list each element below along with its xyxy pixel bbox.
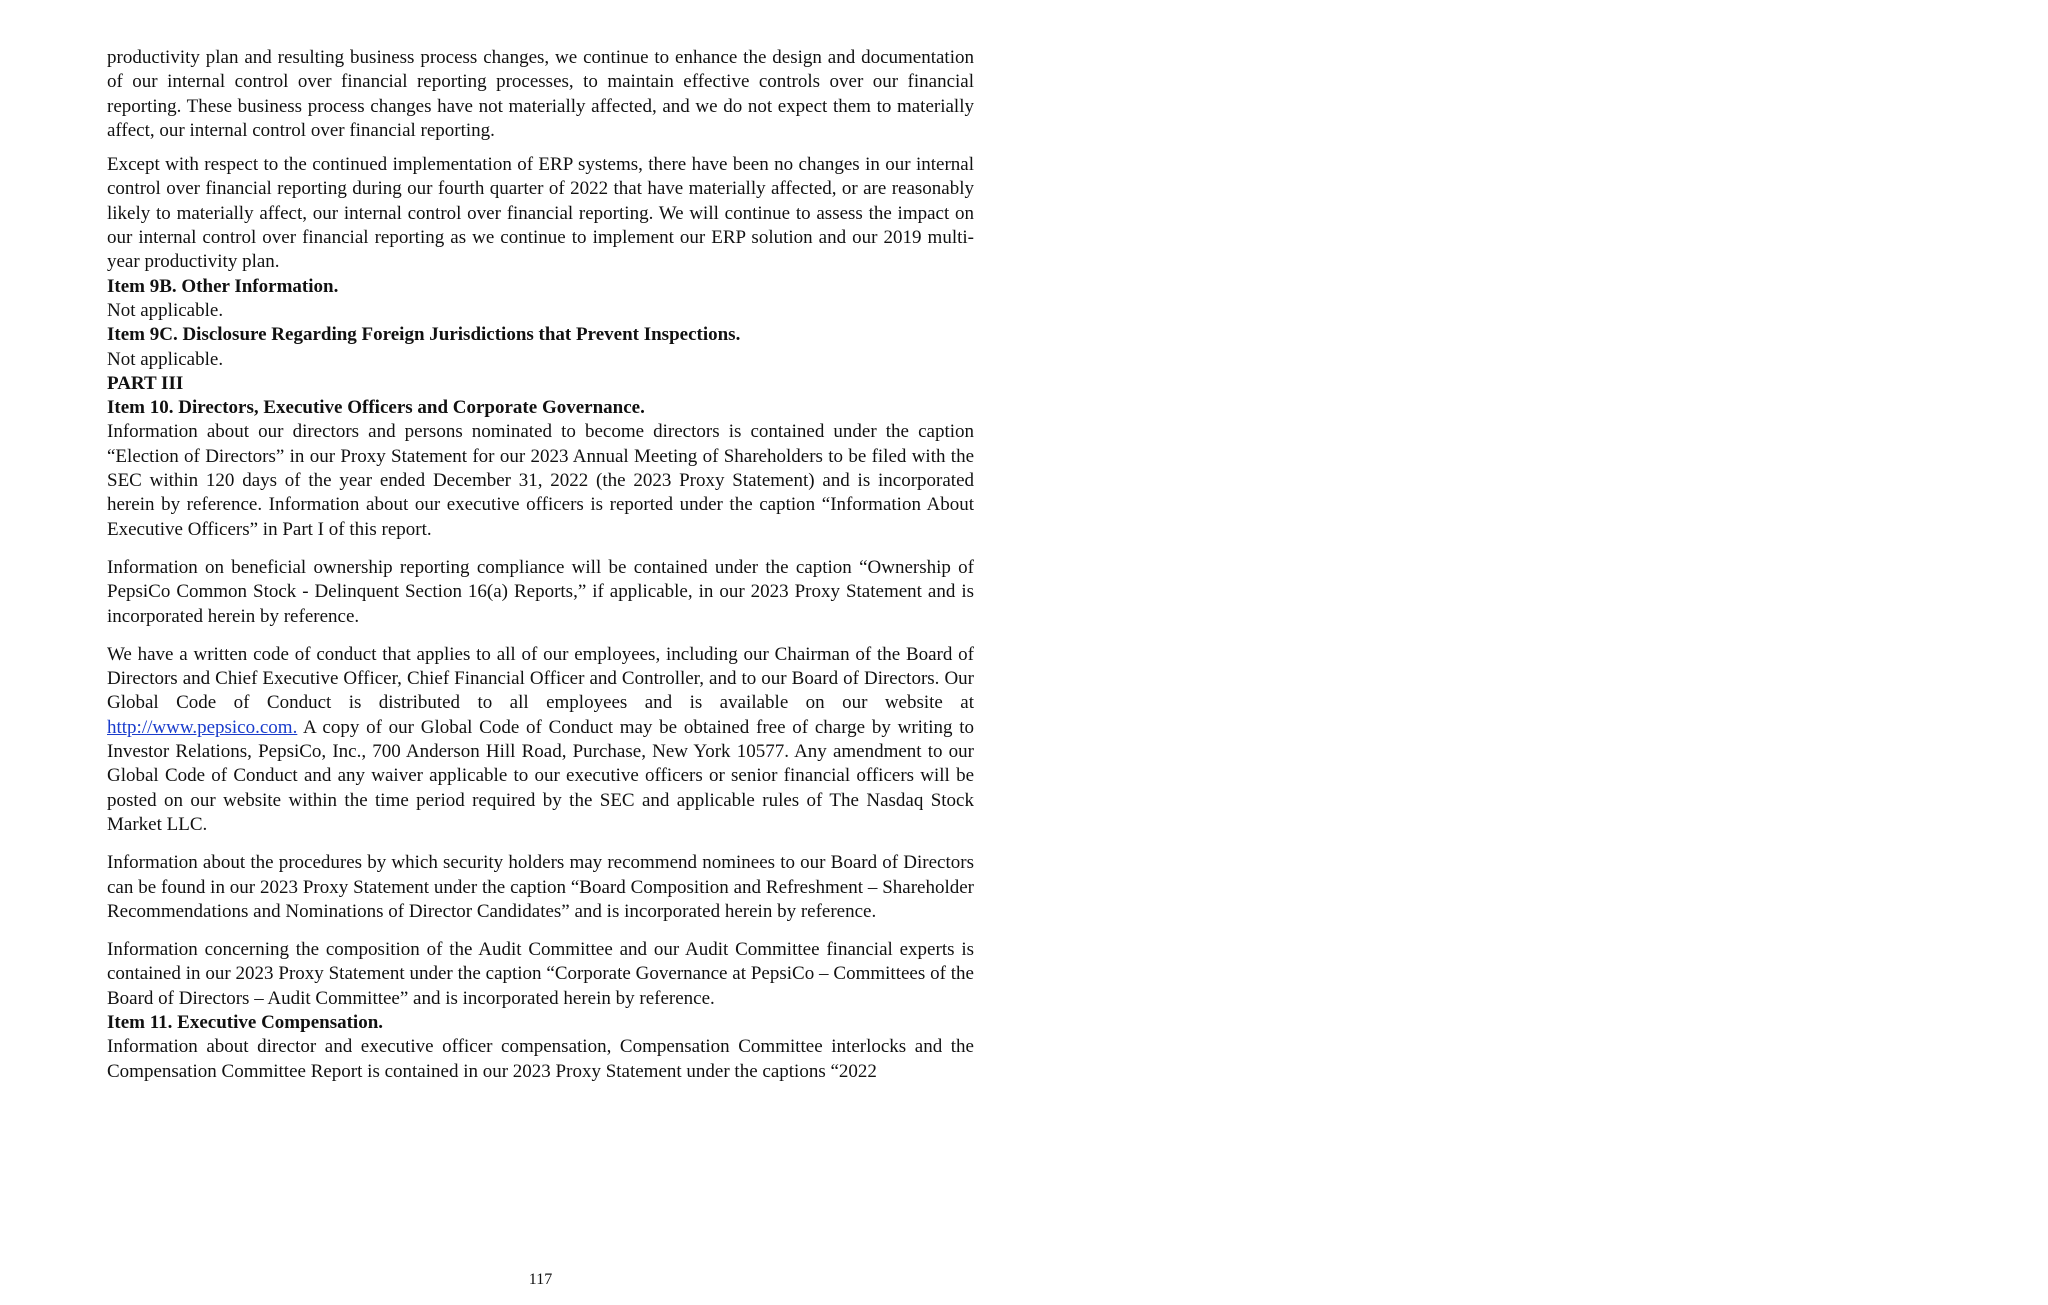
code-of-conduct-text-after: A copy of our Global Code of Conduct may be obtained free of charge by writing to Investor Relations, PepsiCo, Inc., 700 Anderson Hill Road, Purchase, New York 10577. Any amendment to our Global Code of Conduct and any waiver applicable to our executive officers or senior financial officers will be posted on our website within the time period required by the SEC and applicable rules of The Nasdaq Stock Market LLC.	[107, 716, 974, 835]
paragraph-erp-changes: Except with respect to the continued implementation of ERP systems, there have been no changes in our internal control over financial reporting during our fourth quarter of 2022 that have materially affected, or are reasonably likely to materially affect, our internal control over financial reporting. We will continue to assess the impact on our internal control over financial reporting as we continue to implement our ERP solution and our 2019 multi-year productivity plan.	[107, 154, 974, 273]
paragraph-executive-compensation: Information about director and executive officer compensation, Compensation Committee interlocks and the Compensation Committee Report is contained in our 2023 Proxy Statement under the captions “2022	[107, 1036, 974, 1082]
heading-item-9c: Item 9C. Disclosure Regarding Foreign Jurisdictions that Prevent Inspections.	[107, 324, 741, 346]
item-9b-body: Not applicable.	[107, 299, 224, 321]
heading-item-11: Item 11. Executive Compensation.	[107, 1011, 384, 1033]
paragraph-productivity-plan: productivity plan and resulting business process changes, we continue to enhance the design and documentation of our internal control over financial reporting processes, to maintain effective controls over our financial reporting. These business process changes have not materially affected, and we do not expect them to materially affect, our internal control over financial reporting.	[107, 47, 974, 141]
heading-item-10: Item 10. Directors, Executive Officers and Corporate Governance.	[107, 397, 645, 419]
paragraph-directors: Information about our directors and persons nominated to become directors is contained under the caption “Election of Directors” in our Proxy Statement for our 2023 Annual Meeting of Shareholders to be filed with the SEC within 120 days of the year ended December 31, 2022 (the 2023 Proxy Statement) and is incorporated herein by reference. Information about our executive officers is reported under the caption “Information About Executive Officers” in Part I of this report.	[107, 421, 974, 540]
code-of-conduct-text-before: We have a written code of conduct that applies to all of our employees, including our Chairman of the Board of Directors and Chief Executive Officer, Chief Financial Officer and Controller, and to our Board of Directors. Our Global Code of Conduct is distributed to all employees and is available on our website at	[107, 643, 974, 714]
document-page	[107, 46, 974, 1084]
paragraph-nominee-procedures: Information about the procedures by which security holders may recommend nominees to our Board of Directors can be found in our 2023 Proxy Statement under the caption “Board Composition and Refreshment – Shareholder Recommendations and Nominations of Director Candidates” and is incorporated herein by reference.	[107, 852, 974, 922]
pepsico-website-link[interactable]: http://www.pepsico.com.	[107, 716, 298, 738]
paragraph-code-of-conduct	[107, 643, 974, 837]
paragraph-audit-committee: Information concerning the composition of the Audit Committee and our Audit Committee financial experts is contained in our 2023 Proxy Statement under the caption “Corporate Governance at PepsiCo – Committees of the Board of Directors – Audit Committee” and is incorporated herein by reference.	[107, 939, 974, 1009]
item-9c-body: Not applicable.	[107, 348, 224, 370]
paragraph-beneficial-ownership: Information on beneficial ownership reporting compliance will be contained under the caption “Ownership of PepsiCo Common Stock - Delinquent Section 16(a) Reports,” if applicable, in our 2023 Proxy Statement and is incorporated herein by reference.	[107, 556, 974, 627]
part-title: PART III	[107, 372, 184, 394]
heading-item-9b: Item 9B. Other Information.	[107, 275, 339, 297]
page-number: 117	[528, 1271, 553, 1288]
